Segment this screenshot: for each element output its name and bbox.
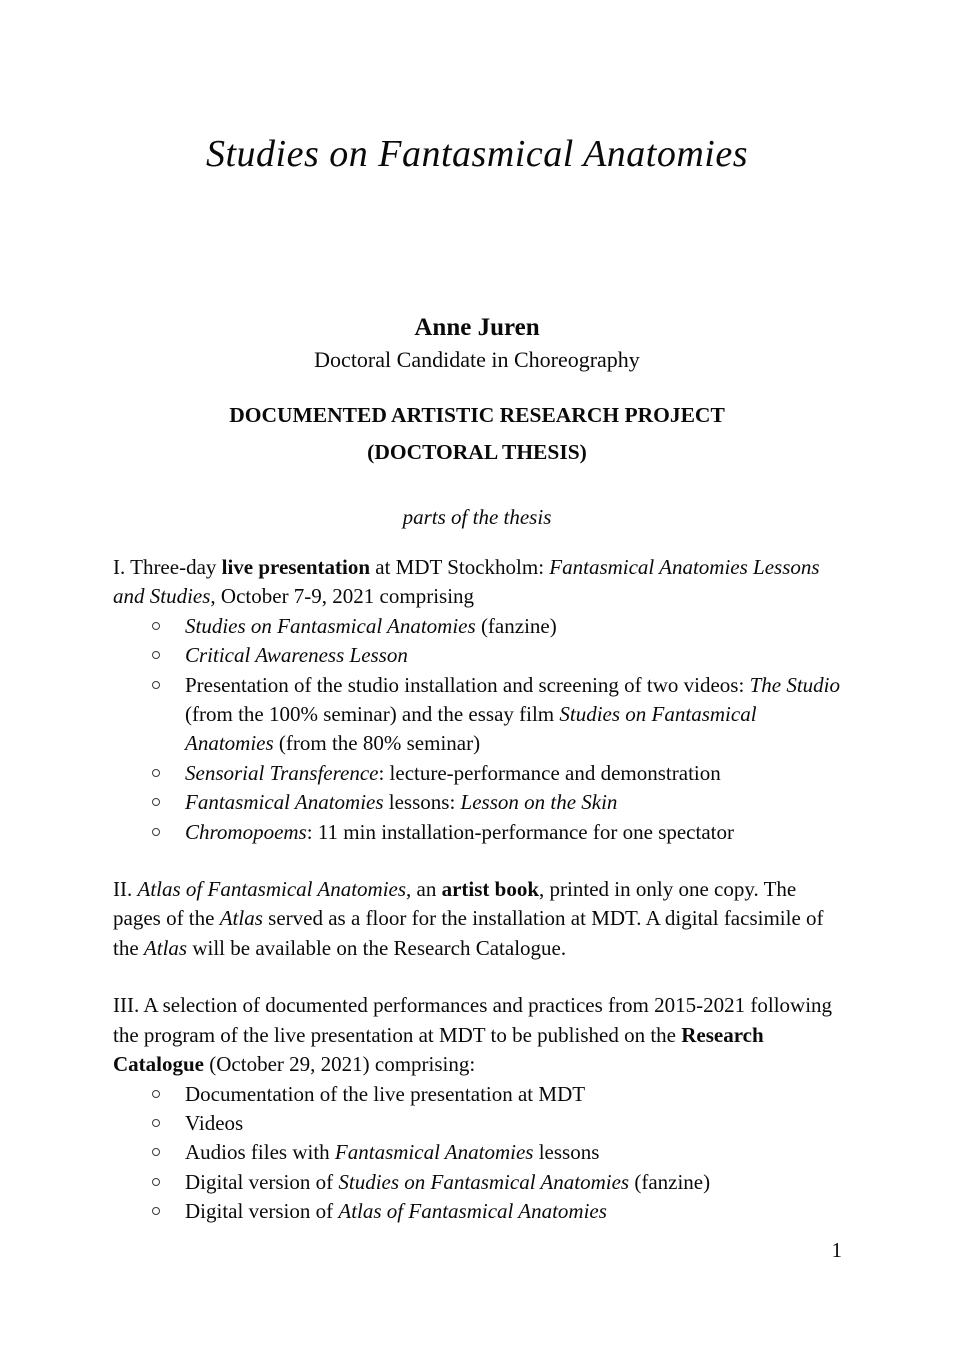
- text-segment: at MDT Stockholm:: [370, 555, 550, 579]
- list-item: [113, 671, 841, 759]
- list-item-text: [185, 761, 721, 785]
- text-segment: The Studio: [749, 672, 840, 697]
- parts-subtitle: parts of the thesis: [402, 505, 552, 529]
- text-segment: Studies on Fantasmical Anatomies: [185, 613, 476, 638]
- text-segment: (from the 80% seminar): [273, 731, 481, 756]
- text-segment: Fantasmical Anatomies: [334, 1140, 534, 1165]
- project-heading-line2: (DOCTORAL THESIS): [367, 440, 587, 464]
- section-intro: [113, 991, 841, 1079]
- list-item: [113, 1197, 841, 1226]
- text-segment: Atlas: [219, 906, 263, 931]
- list-item: [113, 641, 841, 670]
- circle-bullet-icon: [152, 1148, 160, 1156]
- circle-bullet-icon: [152, 769, 160, 777]
- text-segment: Fantasmical Anatomies Lessons and Studies: [113, 555, 820, 609]
- text-segment: Digital version of: [185, 1199, 339, 1224]
- text-segment: (fanzine): [475, 613, 557, 638]
- list-item: [113, 1168, 841, 1197]
- text-segment: Studies on Fantasmical Anatomies: [185, 702, 757, 756]
- list-item-text: [185, 1170, 710, 1194]
- text-segment: (fanzine): [629, 1169, 711, 1194]
- circle-bullet-icon: [152, 681, 160, 689]
- circle-bullet-icon: [152, 1119, 160, 1127]
- list-item-text: [185, 1140, 599, 1164]
- list-item: [113, 759, 841, 788]
- text-segment: Audios files with: [185, 1140, 335, 1165]
- list-item-text: [185, 1199, 607, 1223]
- text-segment: will be available on the Research Catalogue.: [187, 935, 567, 960]
- text-segment: , printed in only one copy. The pages of the: [113, 877, 797, 931]
- list-item: [113, 1109, 841, 1138]
- author-name: Anne Juren: [414, 314, 540, 341]
- circle-bullet-icon: [152, 1090, 160, 1098]
- circle-bullet-icon: [152, 622, 160, 630]
- author-role: Doctoral Candidate in Choreography: [314, 347, 640, 372]
- text-segment: served as a floor for the installation at MDT. A digital facsimile of the: [113, 906, 824, 960]
- list-item-text: [185, 643, 408, 667]
- text-segment: lessons: [533, 1140, 600, 1165]
- circle-bullet-icon: [152, 798, 160, 806]
- text-segment: lessons:: [383, 790, 461, 815]
- section-intro: [113, 875, 841, 963]
- circle-bullet-icon: [152, 651, 160, 659]
- text-segment: Lesson on the Skin: [460, 790, 618, 815]
- text-segment: Videos: [185, 1110, 244, 1135]
- text-segment: Sensorial Transference: [185, 760, 379, 785]
- list-item-text: [185, 820, 734, 844]
- text-segment: Fantasmical Anatomies: [185, 790, 384, 815]
- text-segment: Critical Awareness Lesson: [185, 643, 408, 668]
- list-item: [113, 1138, 841, 1167]
- sections: [113, 553, 841, 1227]
- text-segment: Atlas: [143, 935, 188, 960]
- text-segment: , an: [406, 877, 442, 902]
- list-item: [113, 788, 841, 817]
- list-item-text: [185, 614, 557, 638]
- text-segment: : 11 min installation-performance for one spectator: [306, 819, 734, 844]
- text-segment: Atlas of Fantasmical Anatomies: [338, 1199, 607, 1224]
- text-segment: (October 29, 2021) comprising:: [204, 1052, 476, 1077]
- text-segment: Atlas of Fantasmical Anatomies: [137, 877, 407, 902]
- text-segment: Chromopoems: [185, 819, 307, 844]
- text-segment: : lecture-performance and demonstration: [378, 760, 721, 785]
- thesis-section: [113, 553, 841, 847]
- page-number: 1: [831, 1238, 842, 1262]
- text-segment: Digital version of: [185, 1169, 339, 1194]
- page-title: Studies on Fantasmical Anatomies: [206, 133, 748, 175]
- section-item-list: [113, 1080, 841, 1227]
- thesis-section: [113, 991, 841, 1226]
- text-segment: I. Three-day: [113, 555, 222, 579]
- text-segment: Research Catalogue: [113, 1022, 764, 1077]
- circle-bullet-icon: [152, 828, 160, 836]
- text-segment: live presentation: [221, 555, 370, 579]
- list-item-text: [185, 1111, 243, 1135]
- text-segment: II.: [113, 877, 138, 902]
- project-heading-block: [113, 397, 841, 471]
- text-segment: Presentation of the studio installation and screening of two videos:: [185, 672, 750, 697]
- thesis-section: [113, 875, 841, 963]
- text-segment: , October 7-9, 2021 comprising: [210, 584, 475, 609]
- list-item-text: [185, 790, 617, 814]
- list-item-text: [185, 1082, 585, 1106]
- list-item-text: [185, 673, 840, 756]
- text-segment: Studies on Fantasmical Anatomies: [338, 1169, 630, 1194]
- section-intro: [113, 553, 841, 612]
- circle-bullet-icon: [152, 1207, 160, 1215]
- circle-bullet-icon: [152, 1178, 160, 1186]
- text-segment: artist book: [441, 877, 540, 902]
- text-segment: (from the 100% seminar) and the essay film: [185, 702, 560, 727]
- section-item-list: [113, 612, 841, 847]
- list-item: [113, 612, 841, 641]
- project-heading-line1: DOCUMENTED ARTISTIC RESEARCH PROJECT: [229, 403, 725, 427]
- list-item: [113, 818, 841, 847]
- text-segment: Documentation of the live presentation at MDT: [185, 1081, 586, 1106]
- list-item: [113, 1080, 841, 1109]
- text-segment: III. A selection of documented performances and practices from 2015-2021 following the program of the live presentation at MDT to be published on the: [113, 993, 833, 1047]
